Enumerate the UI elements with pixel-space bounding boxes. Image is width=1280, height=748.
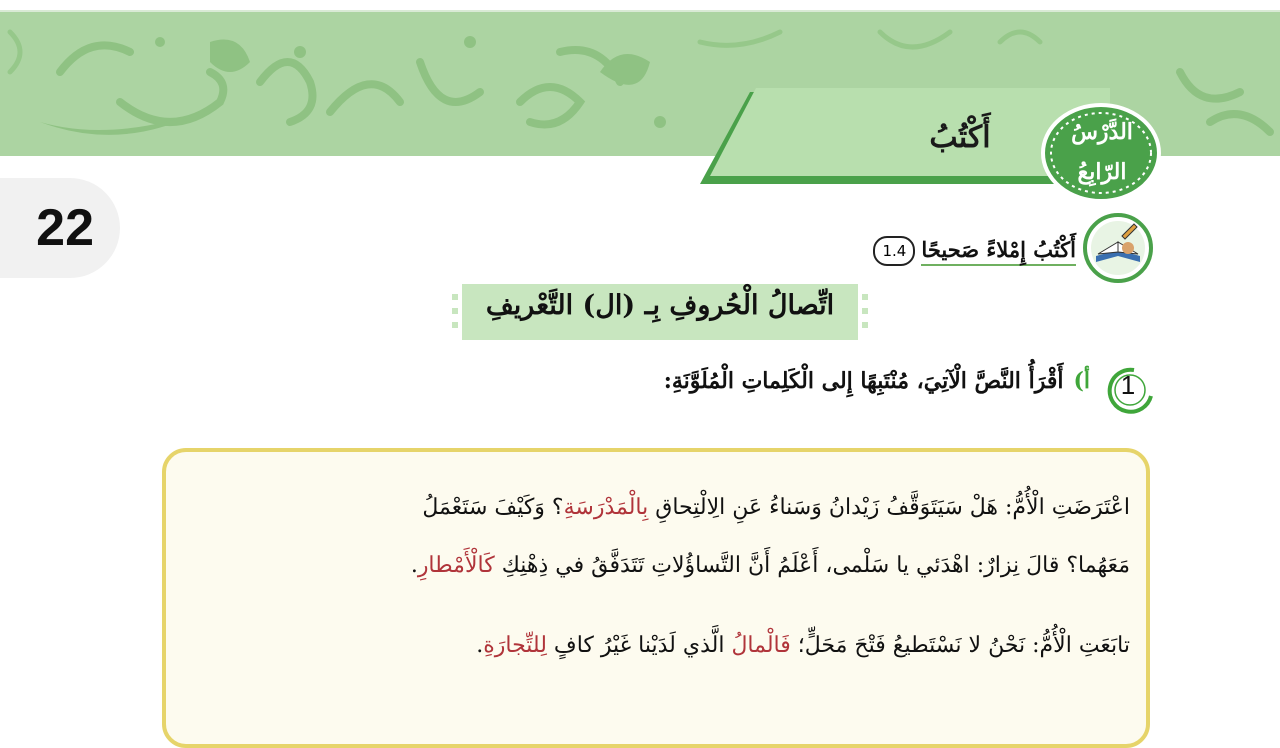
highlighted-word: كَالْأَمْطارِ: [417, 553, 495, 578]
skill-row: [860, 234, 1076, 268]
highlighted-word: فَالْمالُ: [731, 633, 791, 658]
passage-line-1: [190, 482, 1130, 534]
lesson-badge-label: [1048, 112, 1156, 192]
writing-book-icon: [1082, 212, 1154, 284]
section-title: اتِّصالُ الْحُروفِ بِـ (ال) التَّعْريفِ: [485, 290, 835, 321]
passage-line-3: [190, 620, 1130, 672]
exercise-letter: أ): [1073, 368, 1090, 394]
highlighted-word: لِلتِّجارَةِ: [483, 633, 547, 658]
lesson-title: أَكْتُبُ: [929, 120, 991, 155]
passage-text: مَعَهُما؟ قالَ نِزارٌ: اهْدَئي يا سَلْمى، أَعْلَمُ أَنَّ التَّساؤُلاتِ تَتَدَفَّقُ في ذِهْنِكِ: [494, 553, 1130, 578]
lesson-badge-line1: الدَّرْسُ: [1071, 119, 1133, 145]
passage-text: .: [476, 633, 484, 658]
passage-text: تابَعَتِ الْأُمُّ: نَحْنُ لا نَسْتَطيعُ فَتْحَ مَحَلٍّ؛: [790, 633, 1130, 658]
passage-text: .: [410, 553, 418, 578]
passage-line-2: [190, 540, 1130, 592]
exercise-instruction: أَقْرَأُ النَّصَّ الْآتِيَ، مُنْتَبِهًا إِلى الْكَلِماتِ الْمُلَوَّنَةِ:: [663, 368, 1064, 394]
passage-text: ؟ وَكَيْفَ سَتَعْمَلُ: [422, 495, 564, 520]
lesson-badge-line2: الرّابِعُ: [1077, 159, 1127, 185]
page-number: 22: [0, 178, 120, 278]
passage-text: الَّذي لَدَيْنا غَيْرُ كافٍ: [546, 633, 732, 658]
skill-code-badge: 1.4: [873, 236, 915, 266]
passage-text: اعْتَرَضَتِ الْأُمُّ: هَلْ سَيَتَوَقَّفُ زَيْدانُ وَسَناءُ عَنِ الِالْتِحاقِ: [648, 495, 1130, 520]
exercise-number: 1: [1120, 370, 1136, 400]
exercise-instruction-row: [560, 368, 1090, 394]
highlighted-word: بِالْمَدْرَسَةِ: [563, 495, 649, 520]
skill-label: أَكْتُبُ إِمْلاءً صَحيحًا: [921, 237, 1076, 266]
